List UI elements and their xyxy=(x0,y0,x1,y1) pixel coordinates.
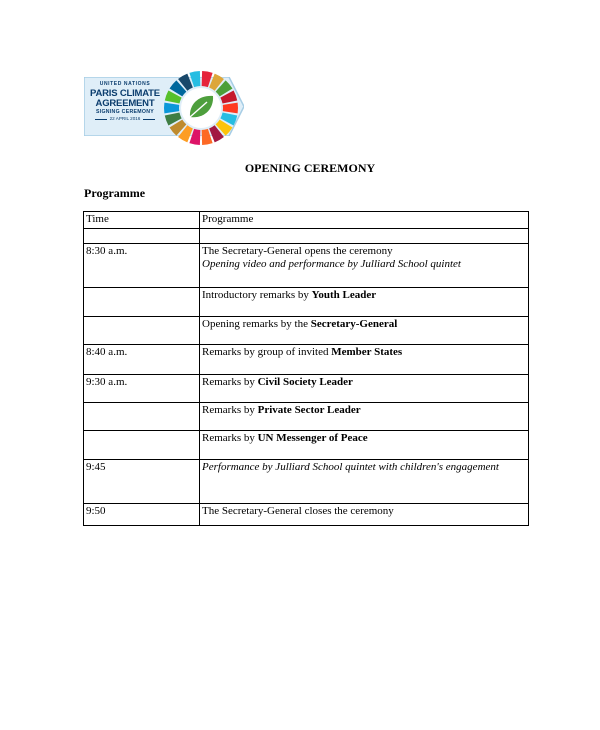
row-programme xyxy=(200,243,529,287)
table-header-row xyxy=(84,212,529,229)
row-italic-text: Opening video and performance by Julliard School quintet xyxy=(202,258,461,270)
logo-text xyxy=(88,82,162,122)
logo-line-un: UNITED NATIONS xyxy=(99,81,151,87)
logo-date-row xyxy=(88,117,162,122)
table-row xyxy=(84,503,529,525)
header-programme: Programme xyxy=(200,212,529,229)
table-row xyxy=(84,243,529,287)
row-programme: The Secretary-General closes the ceremony xyxy=(200,503,529,525)
logo-line-signing: SIGNING CEREMONY xyxy=(95,109,155,115)
row-time xyxy=(84,430,200,459)
row-time: 8:40 a.m. xyxy=(84,344,200,374)
logo-line-paris: PARIS CLIMATE xyxy=(90,88,160,99)
row-time: 8:30 a.m. xyxy=(84,243,200,287)
section-heading: Programme xyxy=(84,186,146,200)
speaker-name: Private Sector Leader xyxy=(257,403,361,416)
row-programme: Remarks by UN Messenger of Peace xyxy=(200,430,529,459)
row-time: 9:50 xyxy=(84,503,200,525)
header-time: Time xyxy=(84,212,200,229)
table-row xyxy=(84,430,529,459)
wheel-segment xyxy=(164,103,179,114)
table-row xyxy=(84,459,529,503)
row-time xyxy=(84,402,200,430)
row-programme: Remarks by group of invited Member States xyxy=(200,344,529,374)
sdg-color-wheel-icon xyxy=(162,69,240,147)
logo-line-agreement: AGREEMENT xyxy=(95,97,155,109)
paris-climate-agreement-logo xyxy=(84,69,260,147)
row-programme: Remarks by Civil Society Leader xyxy=(200,374,529,402)
speaker-name: Youth Leader xyxy=(311,288,377,301)
row-text: The Secretary-General opens the ceremony xyxy=(202,244,393,257)
speaker-name: Civil Society Leader xyxy=(257,375,353,388)
row-time: 9:30 a.m. xyxy=(84,374,200,402)
wheel-segment xyxy=(223,103,238,114)
table-row xyxy=(84,316,529,344)
row-time xyxy=(84,287,200,316)
row-time: 9:45 xyxy=(84,459,200,503)
table-row xyxy=(84,374,529,402)
row-programme: Opening remarks by the Secretary-General xyxy=(200,316,529,344)
speaker-name: UN Messenger of Peace xyxy=(257,431,368,444)
page-title: OPENING CEREMONY xyxy=(244,161,376,175)
row-time xyxy=(84,316,200,344)
table-spacer-row xyxy=(84,228,529,243)
row-programme: Remarks by Private Sector Leader xyxy=(200,402,529,430)
programme-table xyxy=(83,211,529,526)
row-programme: Introductory remarks by Youth Leader xyxy=(200,287,529,316)
row-italic-text: Performance by Julliard School quintet with children's engagement xyxy=(200,459,529,503)
logo-date: 22 APRIL 2016 xyxy=(109,116,141,122)
table-row xyxy=(84,344,529,374)
table-row xyxy=(84,402,529,430)
speaker-name: Member States xyxy=(331,345,403,358)
table-row xyxy=(84,287,529,316)
speaker-name: Secretary-General xyxy=(310,317,398,330)
